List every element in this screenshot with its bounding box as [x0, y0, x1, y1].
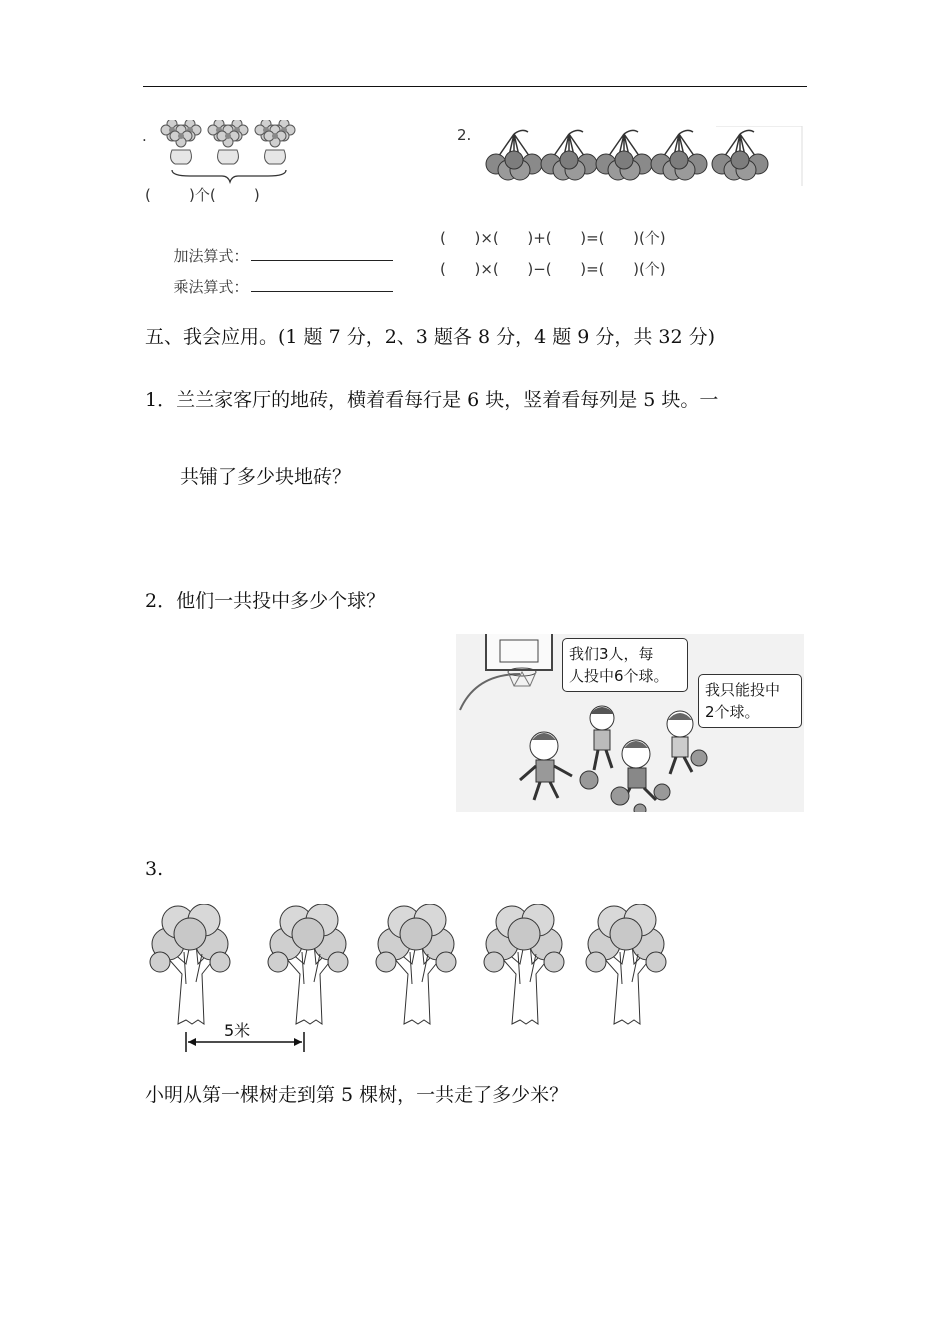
section-heading: 五、我会应用。(1 题 7 分，2、3 题各 8 分，4 题 9 分，共 32 分) [145, 326, 716, 348]
bubble1-line1: 我们3人，每 [569, 645, 654, 663]
bubble1-line2: 人投中6个球。 [569, 667, 669, 685]
q1-text-line2: 共铺了多少块地砖？ [180, 466, 352, 488]
mul-expression: ( )×( )−( )=( )(个) [440, 260, 666, 278]
add-label: 加法算式： [173, 247, 249, 265]
mul-formula-row [164, 258, 393, 297]
basketball-illustration [456, 634, 804, 812]
mul-answer-line [251, 279, 393, 292]
speech-bubble-2 [698, 674, 802, 728]
q3-number: 3. [145, 858, 164, 880]
add-expression: ( )×( )+( )=( )(个) [440, 229, 666, 247]
speech-bubble-1 [562, 638, 688, 692]
q2-number: 2. [457, 126, 472, 144]
q1-text-line1: 1．兰兰家客厅的地砖，横着看每行是 6 块，竖着看每列是 5 块。一 [145, 389, 719, 411]
q3-text: 小明从第一棵树走到第 5 棵树，一共走了多少米？ [145, 1084, 569, 1106]
distance-label: 5米 [224, 1021, 251, 1040]
mul-label: 乘法算式： [173, 278, 249, 296]
q1-number: . [142, 127, 147, 145]
q2-text: 2．他们一共投中多少个球？ [145, 590, 386, 612]
bubble2-line2: 2个球。 [705, 703, 760, 721]
bubble2-line1: 我只能投中 [705, 681, 781, 699]
header-rule [143, 86, 807, 87]
q1-blank-line: ( )个( ) [145, 186, 260, 204]
flower-vases-illustration [150, 120, 310, 184]
cherry-bunches-illustration [484, 126, 804, 188]
